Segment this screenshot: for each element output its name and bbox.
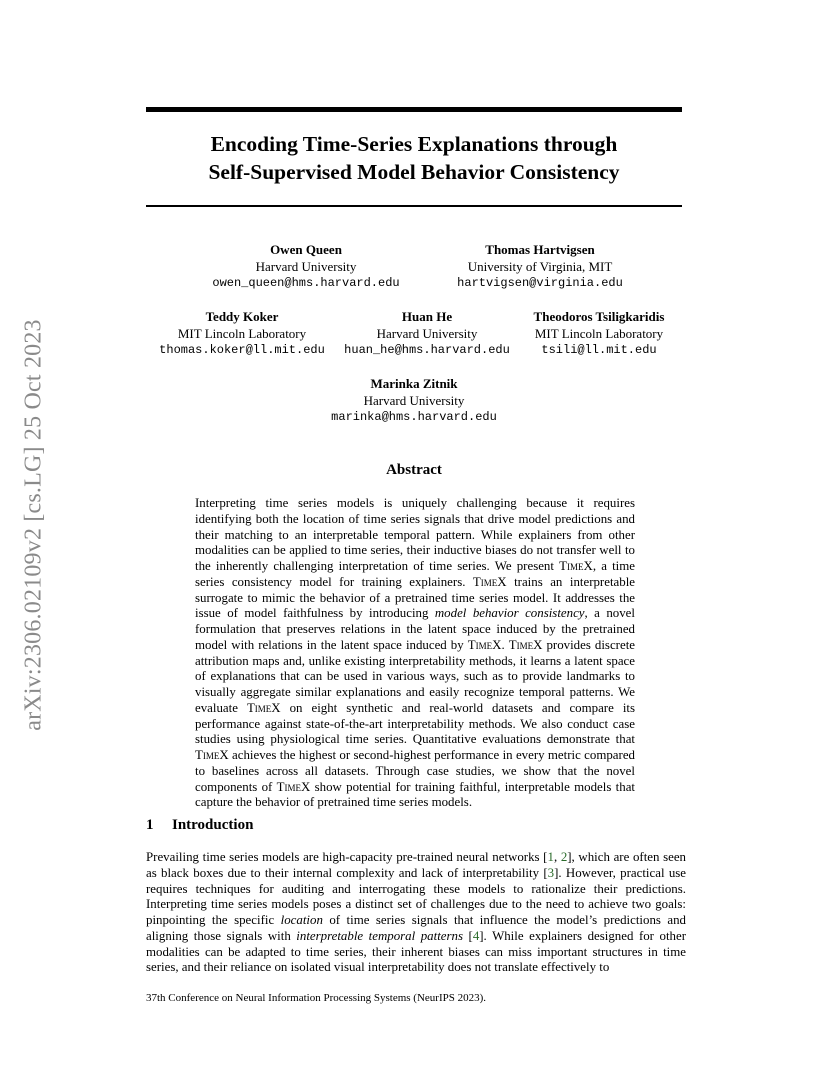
paper-title (146, 130, 682, 186)
abstract-text: , a novel formulation that preserves relations in the latent space induced by the pretrained model with relations in the latent space induced by (195, 606, 635, 652)
intro-text: , (553, 850, 561, 864)
abstract-text: provides discrete attribution maps and, unlike existing interpretability methods, it learns a latent space of explanations that can be used in various ways, such as to provide landmarks to visually aggregate similar explanations and easily recognize temporal patterns. We evaluate (195, 637, 635, 715)
author-name: Marinka Zitnik (370, 376, 458, 391)
abstract-text: . (501, 637, 509, 652)
author-name: Teddy Koker (205, 309, 279, 324)
citation-link[interactable]: 1 (547, 850, 554, 864)
intro-text: of time series signals that influence the model’s predictions and aligning those signals with (146, 913, 686, 943)
author-affiliation: Harvard University (376, 325, 478, 341)
abstract-text: achieves the highest or second-highest performance in every metric compared to baselines across all datasets. Through case studies, we show that the novel components of (195, 748, 635, 794)
intro-text: [ (462, 928, 473, 943)
author-block (208, 242, 404, 292)
section-number: 1 (146, 817, 154, 833)
citation-link[interactable]: 4 (472, 928, 480, 943)
intro-text: Prevailing time series models are high-capacity pre-trained neural networks [ (146, 850, 548, 864)
author-email: hartvigsen@virginia.edu (457, 276, 623, 290)
author-name: Owen Queen (270, 242, 342, 257)
abstract-text: Interpreting time series models is uniquely challenging because it requires identifying both the location of time series signals that drive model predictions and their matching to an interpretable temporal pattern. While explainers from other modalities can be applied to time series, their inductive biases do not transfer well to the inherently challenging interpretation of time series. We present (195, 496, 635, 573)
author-name: Theodoros Tsiligkaridis (533, 309, 665, 324)
intro-emphasis: location (280, 913, 323, 927)
abstract-body (195, 496, 635, 811)
author-affiliation: MIT Lincoln Laboratory (534, 325, 664, 341)
author-name: Thomas Hartvigsen (485, 242, 595, 257)
author-affiliation: Harvard University (363, 392, 465, 408)
author-email: owen_queen@hms.harvard.edu (212, 276, 400, 290)
abstract-text: , a time series consistency model for training explainers. (195, 559, 635, 589)
conference-footnote: 37th Conference on Neural Information Processing Systems (NeurIPS 2023). (146, 992, 487, 1004)
author-block (525, 309, 673, 359)
citation-link[interactable]: 2 (560, 850, 568, 864)
method-name: TimeX (508, 637, 543, 652)
title-line-1: Encoding Time-Series Explanations through (210, 132, 618, 156)
author-email: huan_he@hms.harvard.edu (344, 343, 510, 357)
title-line-2: Self-Supervised Model Behavior Consistency (208, 160, 620, 184)
author-email: marinka@hms.harvard.edu (331, 410, 497, 424)
author-name: Huan He (401, 309, 453, 324)
introduction-body (146, 850, 686, 976)
author-block (319, 376, 509, 426)
citation-link[interactable]: 3 (547, 865, 555, 880)
title-top-rule (146, 107, 682, 112)
intro-text: ]. While explainers designed for other modalities can be adapted to time series, their inherent biases can miss important structures in time series, and their reliance on isolated visual interpretability does not translate effectively to (146, 928, 686, 975)
arxiv-identifier: arXiv:2306.02109v2 [cs.LG] 25 Oct 2023 (20, 319, 47, 731)
method-name: TimeX (276, 779, 311, 794)
author-affiliation: University of Virginia, MIT (467, 258, 613, 274)
abstract-text: on eight synthetic and real-world datasets and compare its performance against state-of-the-art interpretability methods. We also conduct case studies using physiological time series. Quantitative evaluations demonstrate that (195, 700, 635, 747)
author-email: thomas.koker@ll.mit.edu (159, 343, 325, 357)
author-block (156, 309, 328, 359)
author-email: tsili@ll.mit.edu (541, 343, 657, 357)
author-affiliation: MIT Lincoln Laboratory (177, 325, 307, 341)
section-heading-introduction (146, 817, 253, 834)
author-affiliation: Harvard University (255, 258, 357, 274)
method-name: TimeX (467, 637, 502, 652)
method-name: TimeX (472, 574, 507, 589)
method-name: TimeX (246, 700, 281, 715)
abstract-text: trains an interpretable surrogate to mimic the behavior of a pretrained time series model. It addresses the issue of model faithfulness by introducing (195, 574, 635, 621)
abstract-heading: Abstract (386, 462, 442, 478)
method-name: TimeX (195, 748, 229, 762)
author-block (445, 242, 635, 292)
method-name: TimeX (559, 559, 593, 573)
abstract-emphasis: model behavior consistency (434, 606, 585, 621)
title-bottom-rule (146, 205, 682, 207)
intro-text: ]. However, practical use requires techniques for auditing and interrogating these models to rationalize their predictions. Interpreting time series models poses a distinct set of challenges due to the need to achieve two goals: pinpointing the specific (146, 865, 687, 927)
intro-emphasis: interpretable temporal patterns (296, 928, 463, 943)
intro-text: ], which are often seen as black boxes due to their internal complexity and lack of interpretability [ (146, 850, 686, 880)
section-title: Introduction (172, 817, 254, 833)
abstract-text: show potential for training faithful, interpretable models that capture the behavior of pretrained time series models. (195, 779, 635, 810)
author-block (339, 309, 515, 359)
